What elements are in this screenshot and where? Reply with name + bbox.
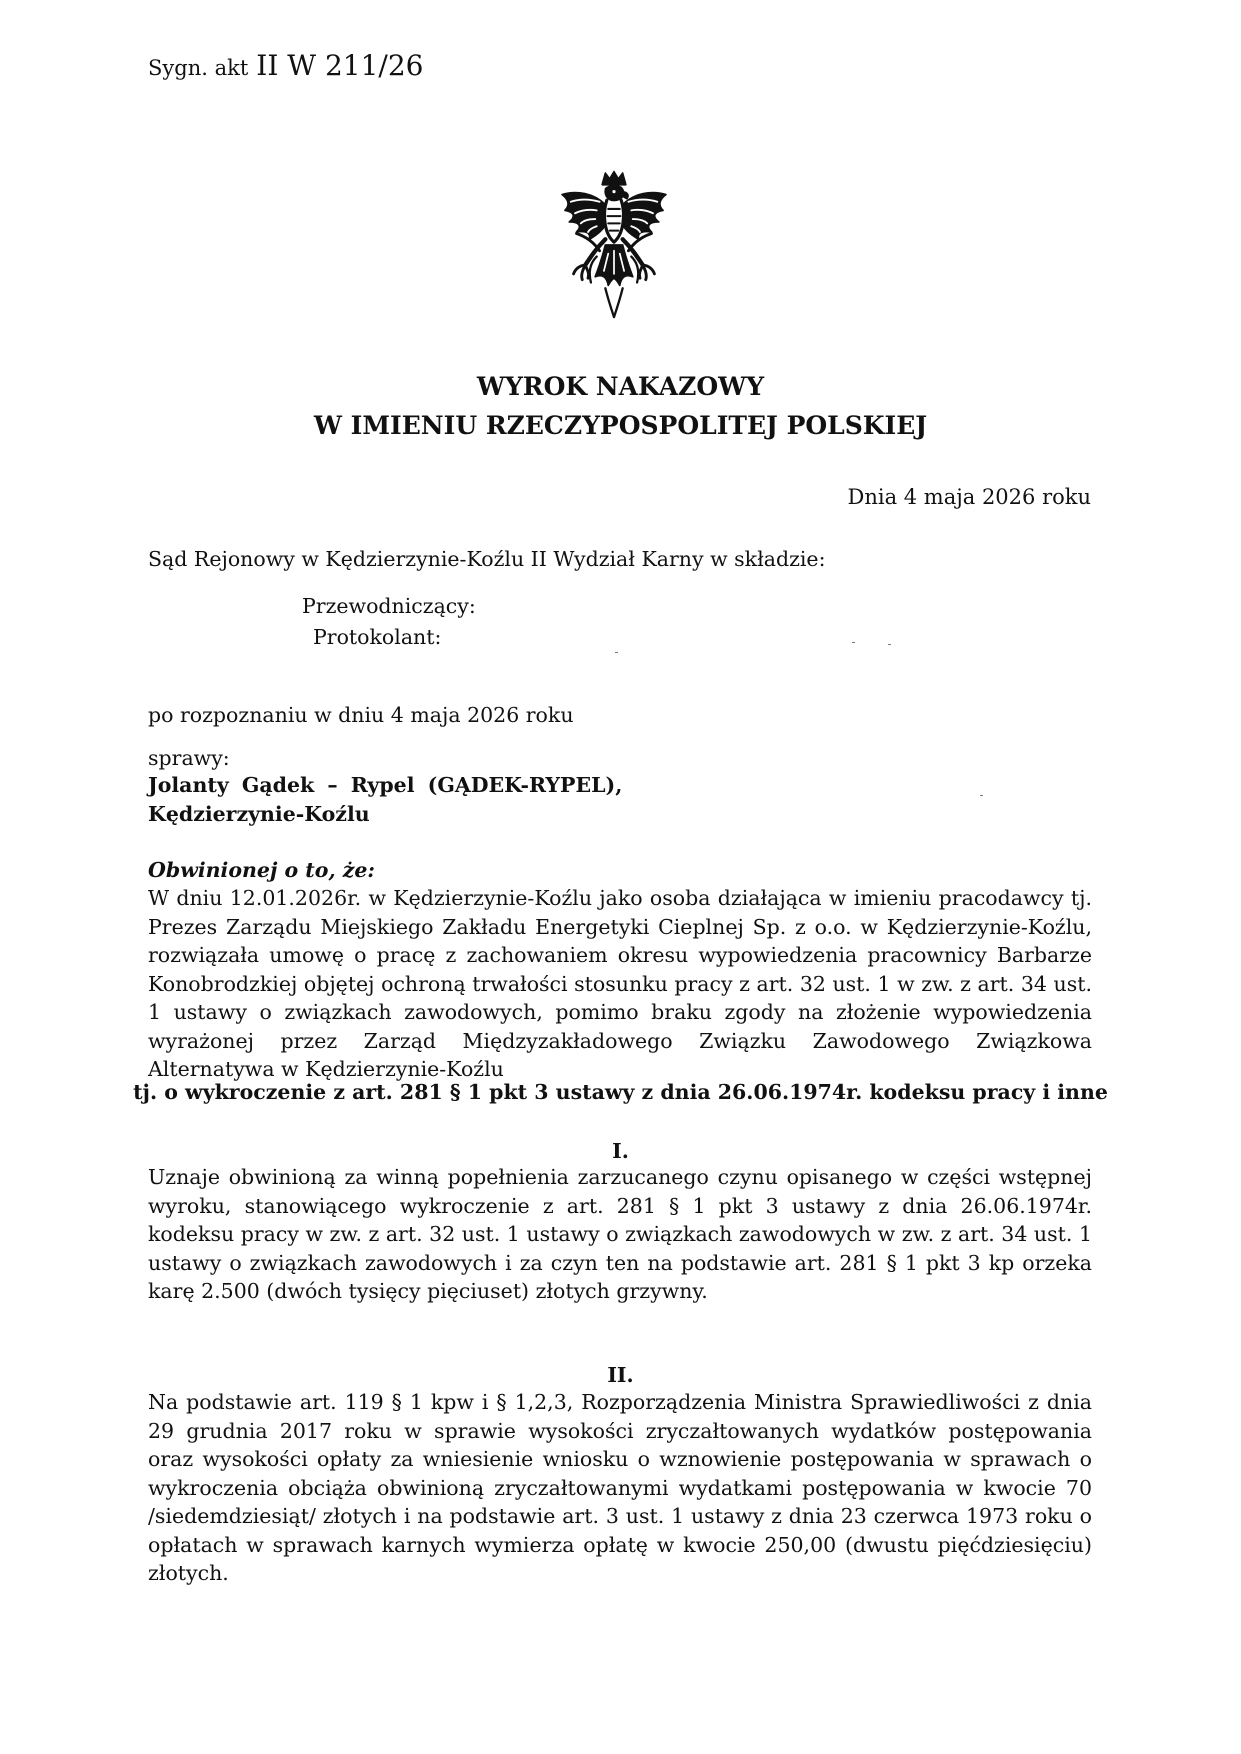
scan-speck xyxy=(852,642,855,643)
charge-qualification: tj. o wykroczenie z art. 281 § 1 pkt 3 ustawy z dnia 26.06.1974r. kodeksu pracy i inne xyxy=(133,1080,1108,1104)
hearing-date-line: po rozpoznaniu w dniu 4 maja 2026 roku xyxy=(148,703,574,727)
section-text-2: Na podstawie art. 119 § 1 kpw i § 1,2,3, Rozporządzenia Ministra Sprawiedliwości z dnia 29 grudnia 2017 roku w sprawie wysokości zryczałtowanych wydatków postępowania oraz wysokości opłaty za wniesienie wniosku o wznowienie postępowania w sprawach o wykroczenia obciąża obwinioną zryczałtowanymi wydatkami postępowania w kwocie 70 /siedemdziesiąt/ złotych i na podstawie art. 3 ust. 1 ustawy z dnia 23 czerwca 1973 roku o opłatach w sprawach karnych wymierza opłatę w kwocie 250,00 (dwustu pięćdziesięciu) złotych. xyxy=(148,1390,1092,1585)
judgment-date: Dnia 4 maja 2026 roku xyxy=(847,485,1091,509)
scan-speck xyxy=(980,795,983,796)
scan-speck xyxy=(615,652,618,653)
judgment-subtitle: W IMIENIU RZECZYPOSPOLITEJ POLSKIEJ xyxy=(313,411,928,440)
polish-eagle-emblem-icon xyxy=(541,170,687,320)
case-label: sprawy: xyxy=(148,746,230,770)
section-text-1: Uznaje obwinioną za winną popełnienia zarzucanego czynu opisanego w części wstępnej wyroku, stanowiącego wykroczenie z art. 281 § 1 pkt 3 ustawy z dnia 26.06.1974r. kodeksu pracy w zw. z art. 32 ust. 1 ustawy o związkach zawodowych w zw. z art. 34 ust. 1 ustawy o związkach zawodowych i za czyn ten na podstawie art. 281 § 1 pkt 3 kp orzeka karę 2.500 (dwóch tysięcy pięciuset) złotych grzywny. xyxy=(148,1165,1092,1303)
scan-speck xyxy=(888,644,891,645)
defendant-city: Kędzierzynie-Koźlu xyxy=(148,802,370,826)
case-signature-label: Sygn. akt xyxy=(148,56,249,80)
charge-text: W dniu 12.01.2026r. w Kędzierzynie-Koźlu jako osoba działająca w imieniu pracodawcy tj. Prezes Zarządu Miejskiego Zakładu Energetyki Cieplnej Sp. z o.o. w Kędzierzynie-Koźlu, rozwiązała umowę o pracę z zachowaniem okresu wypowiedzenia pracownicy Barbarze Konobrodzkiej objętej ochroną trwałości stosunku pracy z art. 32 ust. 1 w zw. z art. 34 ust. 1 ustawy o związkach zawodowych, pomimo braku zgody na złożenie wypowiedzenia wyrażonej przez Zarząd Międzyzakładowego Związku Zawodowego Związkowa Alternatywa w Kędzierzynie-Koźlu xyxy=(148,886,1092,1081)
charge-heading: Obwinionej o to, że: xyxy=(148,858,375,882)
case-signature xyxy=(148,49,424,83)
court-composition-intro: Sąd Rejonowy w Kędzierzynie-Koźlu II Wydział Karny w składzie: xyxy=(148,547,826,571)
clerk-label: Protokolant: xyxy=(313,625,442,649)
case-signature-number: II W 211/26 xyxy=(256,49,424,82)
section-number-1: I. xyxy=(612,1139,629,1163)
chair-label: Przewodniczący: xyxy=(302,594,476,618)
judgment-title: WYROK NAKAZOWY xyxy=(476,372,765,401)
defendant-name: Jolanty Gądek – Rypel (GĄDEK-RYPEL), xyxy=(148,773,623,797)
section-number-2: II. xyxy=(607,1363,634,1387)
